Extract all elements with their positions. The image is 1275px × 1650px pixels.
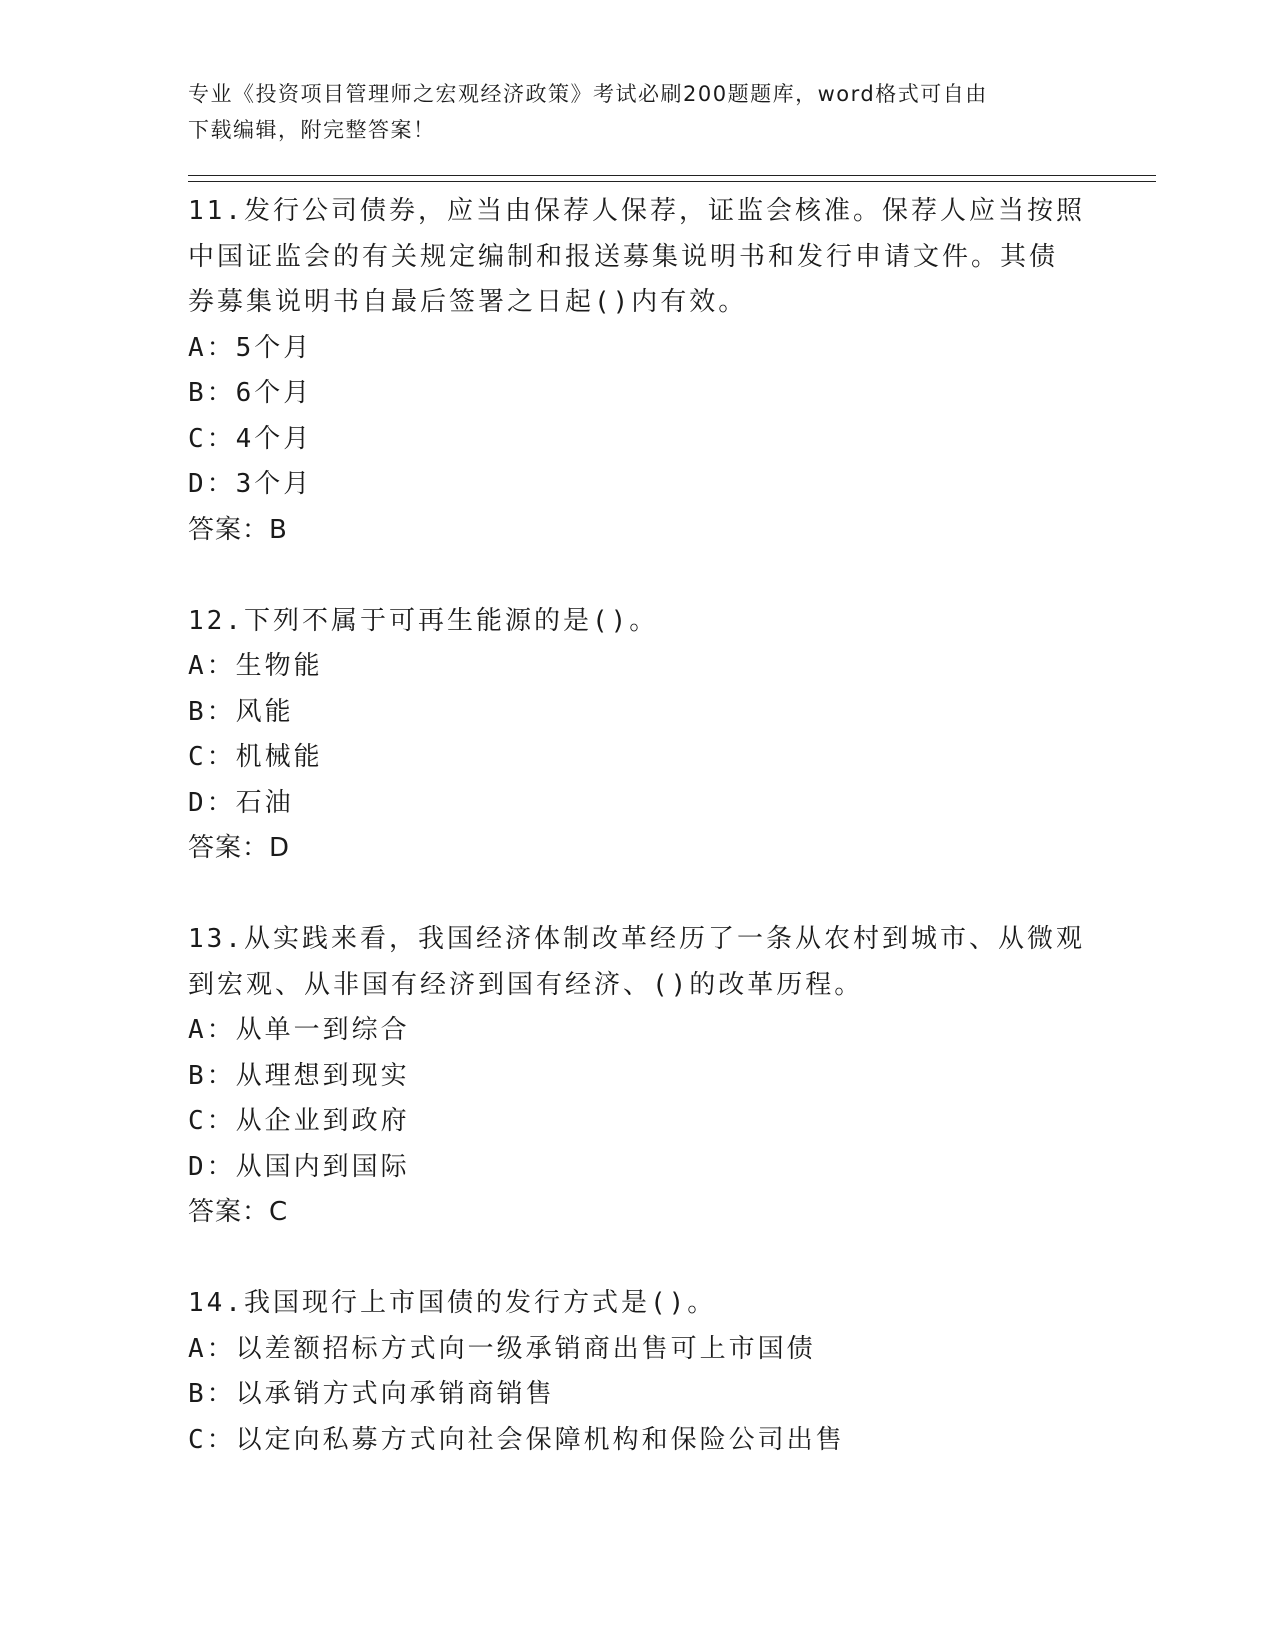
header-divider-bottom — [188, 181, 1156, 182]
option-b: B：以承销方式向承销商销售 — [188, 1379, 555, 1409]
question-stem-line: 14.我国现行上市国债的发行方式是()。 — [188, 1288, 717, 1318]
question-stem-line: 11.发行公司债券，应当由保荐人保荐，证监会核准。保荐人应当按照 — [188, 196, 1085, 226]
option-c: C：从企业到政府 — [188, 1106, 410, 1136]
option-c: C：以定向私募方式向社会保障机构和保险公司出售 — [188, 1424, 845, 1455]
option-d: D：石油 — [188, 787, 294, 818]
option-d: D：从国内到国际 — [188, 1151, 410, 1182]
option-c: C：机械能 — [188, 742, 323, 772]
question-stem-line: 券募集说明书自最后签署之日起()内有效。 — [188, 287, 748, 317]
question-stem-line: 12.下列不属于可再生能源的是()。 — [188, 605, 659, 636]
answer-label: 答案：B — [188, 514, 288, 545]
question-12 — [188, 599, 1088, 918]
option-c: C：4个月 — [188, 423, 313, 454]
question-stem-line: 中国证监会的有关规定编制和报送募集说明书和发行申请文件。其债 — [188, 241, 1059, 272]
question-list — [188, 189, 1088, 1463]
question-11 — [188, 189, 1088, 599]
question-stem-line: 13.从实践来看，我国经济体制改革经历了一条从农村到城市、从微观 — [188, 924, 1085, 954]
header-line-2: 下载编辑，附完整答案！ — [188, 118, 436, 142]
header-divider-top — [188, 175, 1156, 176]
option-d: D：3个月 — [188, 469, 313, 499]
option-a: A：5个月 — [188, 332, 313, 363]
question-14 — [188, 1281, 1088, 1463]
option-a: A：从单一到综合 — [188, 1015, 410, 1045]
document-header — [188, 76, 1068, 148]
question-13 — [188, 917, 1088, 1281]
header-line-1: 专业《投资项目管理师之宏观经济政策》考试必刷200题题库，word格式可自由 — [188, 82, 988, 106]
answer-label: 答案：D — [188, 833, 291, 863]
option-b: B：从理想到现实 — [188, 1060, 410, 1091]
option-a: A：生物能 — [188, 651, 323, 681]
spacer — [188, 553, 1088, 599]
option-b: B：6个月 — [188, 378, 313, 408]
answer-label: 答案：C — [188, 1197, 289, 1227]
question-stem-line: 到宏观、从非国有经济到国有经济、()的改革历程。 — [188, 969, 864, 1000]
option-b: B：风能 — [188, 696, 294, 727]
spacer — [188, 1236, 1088, 1282]
spacer — [188, 872, 1088, 918]
option-a: A：以差额招标方式向一级承销商出售可上市国债 — [188, 1333, 816, 1364]
